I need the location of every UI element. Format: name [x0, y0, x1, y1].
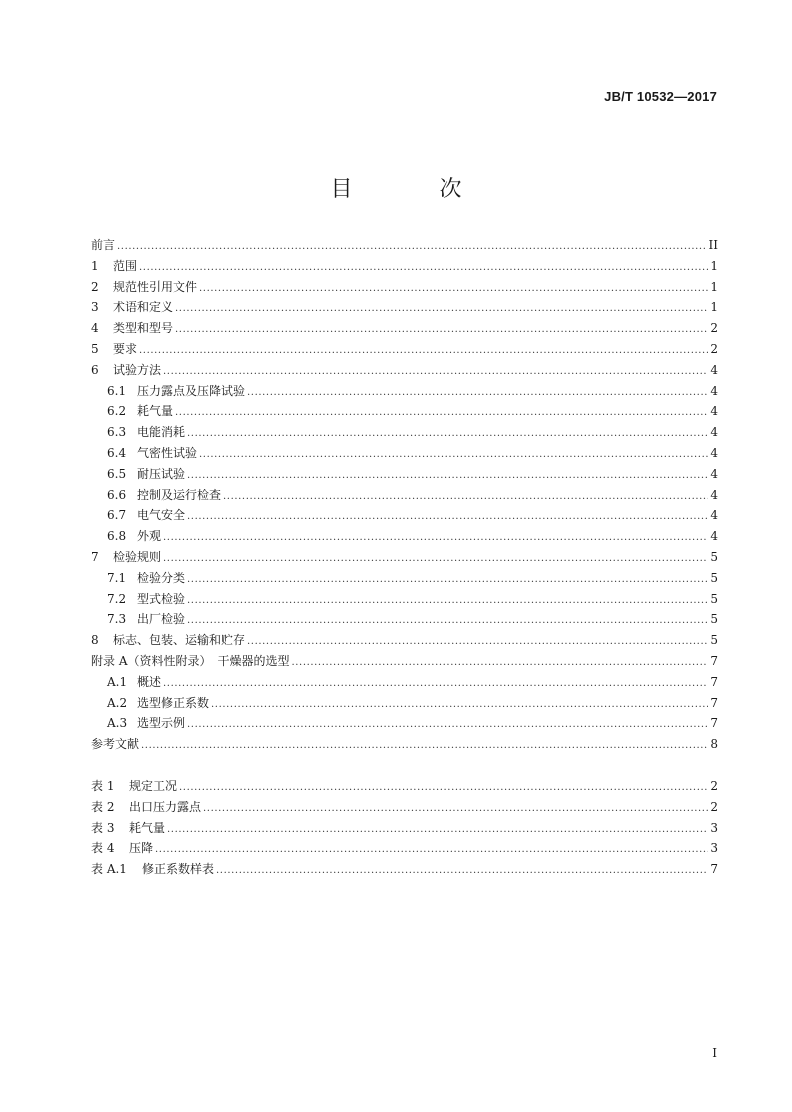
toc-entry-label: 检验规则 — [113, 549, 162, 564]
dot-leader — [175, 321, 708, 335]
dot-leader — [187, 592, 708, 606]
toc-entry[interactable] — [91, 278, 718, 299]
toc-entry-page: 2 — [710, 779, 718, 793]
toc-entry-page: 4 — [710, 362, 718, 377]
dot-leader — [187, 467, 708, 481]
toc-entry-number: 7.3 — [107, 612, 127, 627]
toc-entry-page: II — [708, 238, 718, 252]
dot-leader — [163, 529, 708, 543]
toc-entry[interactable] — [91, 569, 718, 590]
toc-entry-page: 7 — [710, 716, 718, 731]
toc-entry[interactable] — [91, 839, 718, 860]
toc-entry-label: 标志、包装、运输和贮存 — [113, 633, 246, 648]
dot-leader — [247, 633, 708, 647]
toc-entry-page: 7 — [710, 653, 718, 668]
toc-entry-page: 5 — [710, 570, 718, 585]
toc-entry-number: 表 A.1 — [91, 862, 127, 877]
toc-entry-label: 概述 — [137, 674, 162, 689]
dot-leader — [199, 280, 708, 294]
toc-entry-label: 附录 A（资料性附录） 干燥器的选型 — [91, 653, 290, 668]
toc-entry-label: 外观 — [137, 529, 162, 544]
toc-entry[interactable] — [91, 819, 718, 840]
toc-entry-label: 范围 — [113, 258, 138, 273]
dot-leader — [199, 446, 708, 460]
toc-entry[interactable] — [91, 236, 718, 257]
table-of-contents — [91, 236, 718, 756]
toc-entry-number: 6.4 — [107, 445, 127, 460]
toc-entry-page: 5 — [710, 591, 718, 606]
footer-page-number: I — [712, 1046, 717, 1060]
toc-entry-page: 2 — [710, 799, 718, 814]
toc-entry-label: 出厂检验 — [137, 612, 186, 627]
toc-entry[interactable] — [91, 382, 718, 403]
toc-entry[interactable] — [91, 257, 718, 278]
dot-leader — [216, 862, 708, 876]
toc-entry-number: 表 3 — [91, 820, 115, 835]
dot-leader — [187, 425, 708, 439]
toc-entry-label: 耗气量 — [137, 404, 174, 419]
dot-leader — [187, 612, 708, 626]
toc-entry-label: 耐压试验 — [137, 466, 186, 481]
toc-entry-label: 修正系数样表 — [142, 862, 215, 877]
toc-entry[interactable] — [91, 465, 718, 486]
toc-entry-page: 7 — [710, 674, 718, 689]
toc-entry-number: 6.2 — [107, 404, 127, 419]
toc-entry-label: 规范性引用文件 — [113, 279, 198, 294]
toc-entry-page: 3 — [710, 841, 718, 856]
dot-leader — [187, 571, 708, 585]
toc-entry-page: 4 — [710, 466, 718, 481]
toc-entry-number: 6.5 — [107, 466, 127, 481]
toc-entry[interactable] — [91, 673, 718, 694]
toc-entry-page: 4 — [710, 425, 718, 440]
toc-entry-label: 要求 — [113, 341, 138, 356]
toc-entry-page: 4 — [710, 383, 718, 398]
toc-entry-number: 6 — [91, 362, 99, 377]
toc-entry-number: 6.3 — [107, 425, 127, 440]
toc-entry-number: 6.1 — [107, 383, 127, 398]
toc-entry-label: 控制及运行检查 — [137, 487, 222, 502]
toc-entry-label: 压降 — [129, 841, 154, 856]
toc-entry-number: 表 1 — [91, 779, 115, 793]
toc-entry-number: 4 — [91, 321, 99, 336]
dot-leader — [163, 550, 708, 564]
toc-entry-number: A.1 — [107, 674, 128, 689]
page-title: 目 次 — [330, 177, 502, 202]
toc-entry-label: 前言 — [91, 238, 116, 252]
toc-entry[interactable] — [91, 590, 718, 611]
toc-entry-number: 7 — [91, 549, 99, 564]
dot-leader — [117, 238, 707, 252]
toc-entry-page: 3 — [710, 820, 718, 835]
toc-entry[interactable] — [91, 777, 718, 798]
toc-entry[interactable] — [91, 548, 718, 569]
toc-entry-label: 出口压力露点 — [129, 799, 202, 814]
toc-entry[interactable] — [91, 298, 718, 319]
toc-entry-page: 7 — [710, 695, 718, 710]
toc-entry-page: 2 — [710, 341, 718, 356]
standard-code: JB/T 10532—2017 — [604, 89, 717, 104]
toc-entry-label: 类型和型号 — [113, 321, 174, 336]
toc-entry-number: 6.7 — [107, 508, 127, 523]
toc-entry[interactable] — [91, 714, 718, 735]
toc-entry-label: 气密性试验 — [137, 445, 198, 460]
toc-entry-page: 1 — [710, 300, 718, 315]
toc-entry-label: 耗气量 — [129, 820, 166, 835]
toc-entry-label: 选型修正系数 — [137, 695, 210, 710]
dot-leader — [211, 696, 708, 710]
dot-leader — [175, 300, 708, 314]
dot-leader — [167, 821, 708, 835]
toc-entry-number: 表 4 — [91, 841, 115, 856]
toc-entry-page: 1 — [710, 279, 718, 294]
toc-entry-number: 6.8 — [107, 529, 127, 544]
toc-entry-number: 7.2 — [107, 591, 127, 606]
toc-entry-label: 检验分类 — [137, 570, 186, 585]
toc-entry-number: 表 2 — [91, 799, 115, 814]
toc-entry-page: 4 — [710, 404, 718, 419]
toc-entry[interactable] — [91, 860, 718, 881]
dot-leader — [203, 800, 708, 814]
toc-entry[interactable] — [91, 444, 718, 465]
dot-leader — [155, 841, 708, 855]
toc-entry-label: 电能消耗 — [137, 425, 186, 440]
toc-entry-number: 5 — [91, 341, 99, 356]
toc-entry[interactable] — [91, 423, 718, 444]
toc-entry[interactable] — [91, 798, 718, 819]
toc-entry-number: 6.6 — [107, 487, 127, 502]
dot-leader — [163, 363, 708, 377]
dot-leader — [179, 779, 708, 793]
toc-entry-page: 4 — [710, 445, 718, 460]
toc-entry-number: A.2 — [107, 695, 128, 710]
toc-entry-page: 2 — [710, 321, 718, 336]
dot-leader — [223, 488, 708, 502]
toc-entry-page: 5 — [710, 549, 718, 564]
toc-entry-label: 型式检验 — [137, 591, 186, 606]
dot-leader — [141, 737, 708, 751]
dot-leader — [139, 342, 708, 356]
toc-entry-page: 7 — [710, 862, 718, 877]
toc-entry-label: 电气安全 — [137, 508, 186, 523]
toc-entry[interactable] — [91, 694, 718, 715]
toc-entry-number: 8 — [91, 633, 99, 648]
dot-leader — [163, 675, 708, 689]
toc-entry-page: 4 — [710, 487, 718, 502]
toc-entry[interactable] — [91, 319, 718, 340]
toc-entry-number: A.3 — [107, 716, 128, 731]
dot-leader — [291, 654, 708, 668]
toc-entry-label: 术语和定义 — [113, 300, 174, 315]
toc-entry[interactable] — [91, 402, 718, 423]
toc-entry-label: 参考文献 — [91, 737, 140, 752]
toc-entry-number: 7.1 — [107, 570, 127, 585]
list-of-tables — [91, 777, 718, 881]
dot-leader — [247, 384, 708, 398]
toc-entry[interactable] — [91, 340, 718, 361]
toc-entry-page: 4 — [710, 508, 718, 523]
toc-entry-number: 3 — [91, 300, 99, 315]
toc-entry-page: 1 — [710, 258, 718, 273]
toc-entry-label: 压力露点及压降试验 — [137, 383, 246, 398]
toc-entry-label: 试验方法 — [113, 362, 162, 377]
dot-leader — [139, 259, 708, 273]
toc-entry-page: 4 — [710, 529, 718, 544]
toc-entry[interactable] — [91, 486, 718, 507]
toc-entry[interactable] — [91, 652, 718, 673]
dot-leader — [187, 716, 708, 730]
toc-entry[interactable] — [91, 610, 718, 631]
dot-leader — [175, 404, 708, 418]
toc-entry[interactable] — [91, 735, 718, 756]
toc-entry-page: 5 — [710, 612, 718, 627]
toc-entry[interactable] — [91, 361, 718, 382]
toc-entry-label: 规定工况 — [129, 779, 178, 793]
toc-entry-page: 5 — [710, 633, 718, 648]
dot-leader — [187, 508, 708, 522]
toc-entry[interactable] — [91, 631, 718, 652]
toc-entry[interactable] — [91, 527, 718, 548]
toc-entry-page: 8 — [710, 737, 718, 752]
toc-entry-number: 1 — [91, 258, 99, 273]
toc-entry[interactable] — [91, 506, 718, 527]
toc-entry-number: 2 — [91, 279, 99, 294]
toc-entry-label: 选型示例 — [137, 716, 186, 731]
